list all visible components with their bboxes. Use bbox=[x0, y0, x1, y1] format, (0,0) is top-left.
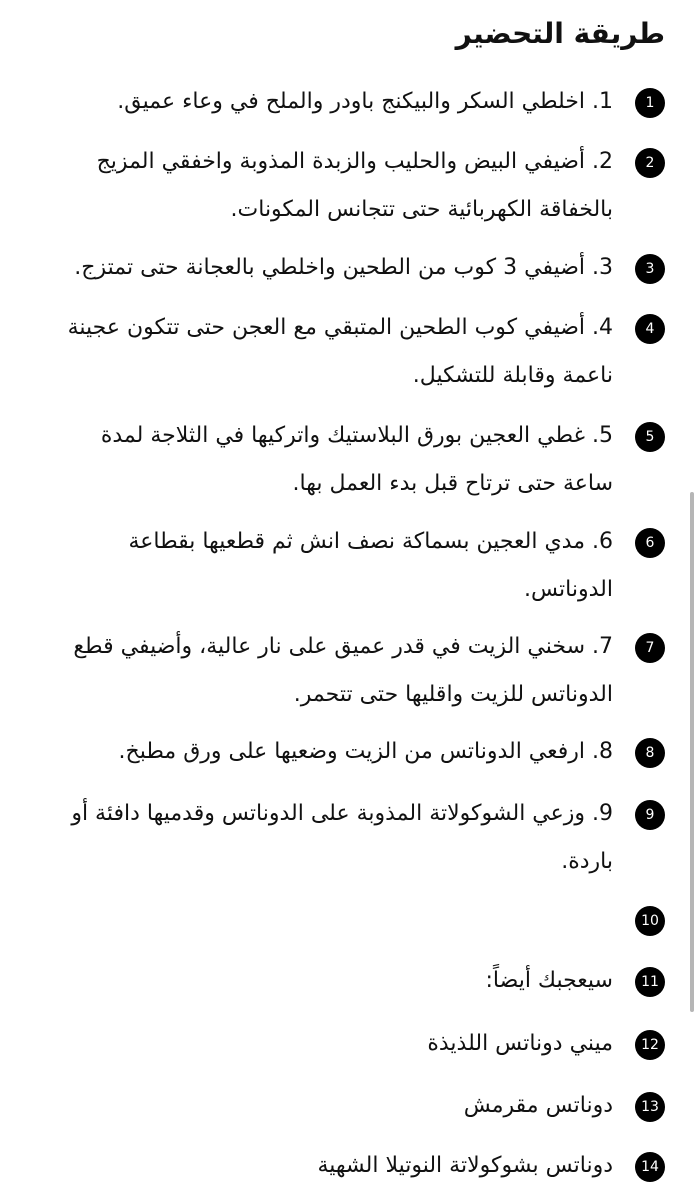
step-number-badge: 10 bbox=[635, 906, 665, 936]
method-heading: طريقة التحضير bbox=[455, 17, 665, 50]
step-number-badge: 4 bbox=[635, 314, 665, 344]
step-number-badge: 6 bbox=[635, 528, 665, 558]
related-label: سيعجبك أيضاً: bbox=[485, 968, 613, 993]
step-text: 5. غطي العجين بورق البلاستيك واتركيها في الثلاجة لمدة ساعة حتى ترتاح قبل بدء العمل بها. bbox=[100, 423, 613, 496]
step-text: 9. وزعي الشوكولاتة المذوبة على الدوناتس وقدميها دافئة أو باردة. bbox=[71, 801, 613, 874]
step-number-badge: 11 bbox=[635, 967, 665, 997]
step-number-badge: 2 bbox=[635, 148, 665, 178]
step-text: 4. أضيفي كوب الطحين المتبقي مع العجن حتى تتكون عجينة ناعمة وقابلة للتشكيل. bbox=[67, 315, 613, 388]
step-text: 7. سخني الزيت في قدر عميق على نار عالية، وأضيفي قطع الدوناتس للزيت واقليها حتى تتحمر. bbox=[73, 634, 613, 707]
step-number-badge: 1 bbox=[635, 88, 665, 118]
step-number-badge: 5 bbox=[635, 422, 665, 452]
step-number-badge: 13 bbox=[635, 1092, 665, 1122]
step-text: 1. اخلطي السكر والبيكنج باودر والملح في وعاء عميق. bbox=[117, 89, 613, 114]
related-link[interactable]: دوناتس بشوكولاتة النوتيلا الشهية bbox=[317, 1153, 613, 1178]
step-number-badge: 12 bbox=[635, 1030, 665, 1060]
step-text: 2. أضيفي البيض والحليب والزبدة المذوبة واخفقي المزيج بالخفاقة الكهربائية حتى تتجانس المكونات. bbox=[96, 149, 613, 222]
step-text: 6. مدي العجين بسماكة نصف انش ثم قطعيها بقطاعة الدوناتس. bbox=[128, 529, 613, 602]
step-number-badge: 3 bbox=[635, 254, 665, 284]
scrollbar[interactable] bbox=[690, 492, 694, 1012]
step-number-badge: 14 bbox=[635, 1152, 665, 1182]
step-number-badge: 9 bbox=[635, 800, 665, 830]
related-link[interactable]: ميني دوناتس اللذيذة bbox=[427, 1031, 613, 1056]
related-link[interactable]: دوناتس مقرمش bbox=[463, 1093, 613, 1118]
step-text: 8. ارفعي الدوناتس من الزيت وضعيها على ورق مطبخ. bbox=[118, 739, 613, 764]
step-number-badge: 8 bbox=[635, 738, 665, 768]
step-number-badge: 7 bbox=[635, 633, 665, 663]
step-text: 3. أضيفي 3 كوب من الطحين واخلطي بالعجانة حتى تمتزج. bbox=[74, 255, 613, 280]
